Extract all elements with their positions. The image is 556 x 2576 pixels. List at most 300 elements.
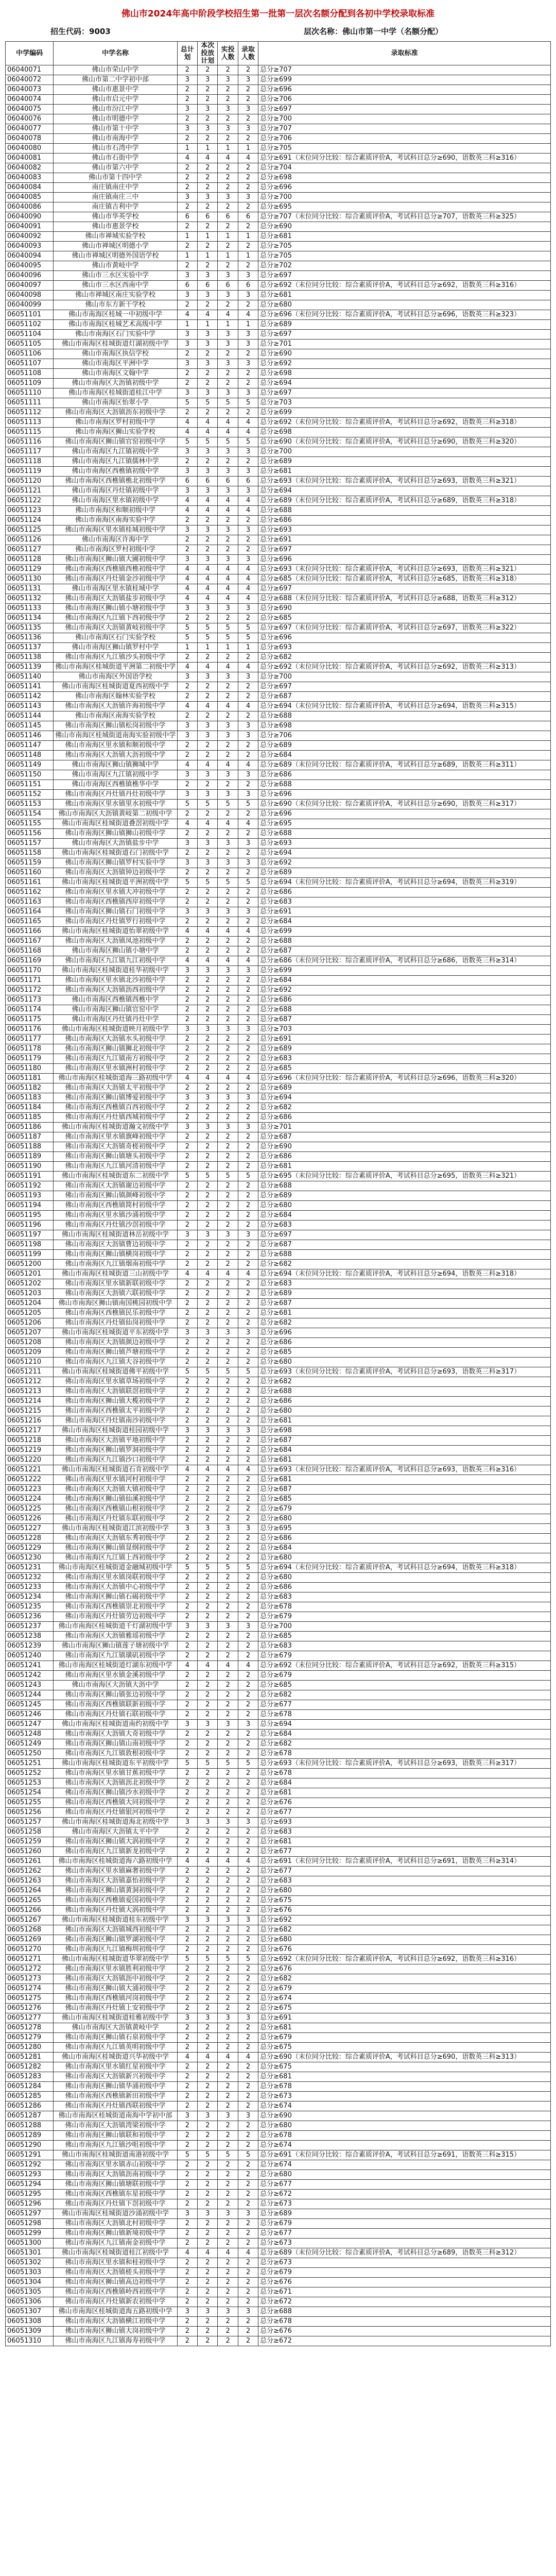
- table-row: [6, 2209, 551, 2219]
- cell-admit: 3: [238, 2209, 258, 2219]
- cell-total: 3: [177, 555, 197, 565]
- cell-admit: 2: [238, 1964, 258, 1974]
- cell-code: 06051277: [6, 2013, 54, 2023]
- cell-actual: 2: [218, 1152, 238, 1162]
- cell-code: 06040099: [6, 300, 54, 310]
- cell-total: 3: [177, 1916, 197, 1925]
- cell-total: 2: [177, 751, 197, 760]
- table-row: [6, 1025, 551, 1035]
- cell-name: 佛山市南海区九江镇河清初级中学: [54, 1162, 177, 1172]
- cell-actual: 2: [218, 163, 238, 173]
- cell-total: 1: [177, 232, 197, 242]
- cell-standard: 总分≥699: [258, 966, 551, 976]
- table-row: [6, 1387, 551, 1397]
- cell-local: 2: [198, 1221, 218, 1230]
- cell-total: 2: [177, 2170, 197, 2180]
- cell-name: 佛山市南海区桂城街道平洲第二初级中学: [54, 663, 177, 672]
- cell-standard: 总分≥680: [258, 1935, 551, 1945]
- cell-code: 06040075: [6, 105, 54, 114]
- cell-admit: 3: [238, 1093, 258, 1103]
- cell-total: 6: [177, 212, 197, 222]
- cell-total: 2: [177, 1984, 197, 1994]
- cell-local: 2: [198, 682, 218, 692]
- cell-standard: 总分≥702: [258, 261, 551, 271]
- cell-admit: 2: [238, 1152, 258, 1162]
- cell-code: 06051152: [6, 790, 54, 800]
- cell-local: 2: [198, 1964, 218, 1974]
- cell-code: 06051143: [6, 702, 54, 711]
- cell-total: 3: [177, 124, 197, 134]
- cell-name: 佛山市南海区桂城街道桂华初级中学: [54, 966, 177, 976]
- table-row: [6, 868, 551, 878]
- cell-total: 2: [177, 809, 197, 819]
- cell-actual: 3: [218, 388, 238, 398]
- cell-name: 佛山市南海区丹灶镇劳边初级中学: [54, 1612, 177, 1622]
- cell-code: 06051283: [6, 2072, 54, 2082]
- cell-total: 2: [177, 1612, 197, 1622]
- cell-total: 1: [177, 251, 197, 261]
- cell-actual: 2: [218, 2121, 238, 2131]
- cell-total: 2: [177, 1181, 197, 1191]
- cell-total: 2: [177, 1749, 197, 1759]
- cell-code: 06051244: [6, 1690, 54, 1700]
- table-row: [6, 1064, 551, 1074]
- cell-actual: 1: [218, 251, 238, 261]
- cell-admit: 3: [238, 124, 258, 134]
- table-row: [6, 1847, 551, 1857]
- cell-standard: 总分≥680: [258, 300, 551, 310]
- table-row: [6, 1837, 551, 1847]
- table-row: [6, 349, 551, 359]
- cell-actual: 4: [218, 927, 238, 937]
- school-name-value: 佛山市第一中学（名额分配）: [342, 27, 443, 36]
- cell-local: 2: [198, 986, 218, 995]
- cell-name: 佛山市南海区桂城街道佛平初级中学: [54, 1367, 177, 1377]
- cell-total: 2: [177, 242, 197, 251]
- cell-local: 2: [198, 2023, 218, 2033]
- cell-actual: 2: [218, 1064, 238, 1074]
- cell-code: 06051274: [6, 1984, 54, 1994]
- cell-actual: 2: [218, 1867, 238, 1876]
- cell-total: 2: [177, 1132, 197, 1142]
- cell-local: 3: [198, 291, 218, 300]
- cell-admit: 1: [238, 232, 258, 242]
- table-row: [6, 65, 551, 75]
- cell-actual: 2: [218, 946, 238, 956]
- cell-admit: 2: [238, 1749, 258, 1759]
- cell-local: 3: [198, 604, 218, 614]
- cell-total: 3: [177, 526, 197, 535]
- table-row: [6, 1123, 551, 1132]
- cell-name: 佛山市南海区狮山镇高边初级中学: [54, 2278, 177, 2287]
- table-row: [6, 1230, 551, 1240]
- table-row: [6, 398, 551, 408]
- cell-name: 佛山市南海区大沥镇嘉怡初级中学: [54, 1876, 177, 1886]
- cell-code: 06040098: [6, 291, 54, 300]
- cell-standard: 总分≥682: [258, 653, 551, 663]
- cell-actual: 2: [218, 1103, 238, 1113]
- cell-code: 06051141: [6, 682, 54, 692]
- cell-actual: 2: [218, 1925, 238, 1935]
- cell-total: 2: [177, 379, 197, 388]
- cell-standard: 总分≥698: [258, 173, 551, 183]
- cell-code: 06051153: [6, 800, 54, 809]
- cell-standard: 总分≥697: [258, 1230, 551, 1240]
- cell-code: 06051241: [6, 1661, 54, 1671]
- cell-admit: 3: [238, 2013, 258, 2023]
- cell-actual: 3: [218, 1426, 238, 1436]
- cell-local: 2: [198, 1534, 218, 1544]
- cell-name: 佛山市南海区狮山镇狮山初级中学: [54, 829, 177, 839]
- cell-admit: 4: [238, 154, 258, 163]
- cell-total: 2: [177, 1103, 197, 1113]
- cell-actual: 2: [218, 1201, 238, 1211]
- cell-total: 5: [177, 878, 197, 888]
- cell-local: 3: [198, 966, 218, 976]
- cell-local: 2: [198, 2141, 218, 2150]
- cell-code: 06040091: [6, 222, 54, 232]
- cell-local: 2: [198, 1044, 218, 1054]
- cell-code: 06051162: [6, 888, 54, 897]
- cell-standard: 总分≥698: [258, 428, 551, 437]
- table-row: [6, 1455, 551, 1465]
- cell-local: 5: [198, 1759, 218, 1769]
- cell-actual: 2: [218, 1211, 238, 1221]
- cell-name: 佛山市南海区桂城街道海六路初级中学: [54, 1857, 177, 1867]
- cell-code: 06051255: [6, 1798, 54, 1808]
- cell-admit: 2: [238, 682, 258, 692]
- cell-local: 2: [198, 1191, 218, 1201]
- cell-total: 2: [177, 1113, 197, 1123]
- table-row: [6, 2053, 551, 2062]
- table-row: [6, 1406, 551, 1416]
- cell-local: 4: [198, 1269, 218, 1279]
- cell-total: 2: [177, 2102, 197, 2111]
- cell-actual: 3: [218, 271, 238, 281]
- cell-admit: 2: [238, 2268, 258, 2278]
- cell-total: 1: [177, 144, 197, 154]
- cell-total: 2: [177, 976, 197, 986]
- table-row: [6, 574, 551, 584]
- table-row: [6, 2258, 551, 2268]
- cell-actual: 3: [218, 790, 238, 800]
- cell-local: 3: [198, 555, 218, 565]
- cell-standard: 总分≥691: [258, 907, 551, 917]
- cell-total: 2: [177, 1632, 197, 1641]
- cell-local: 2: [198, 379, 218, 388]
- cell-actual: 2: [218, 2297, 238, 2307]
- table-row: [6, 995, 551, 1005]
- cell-admit: 2: [238, 1201, 258, 1211]
- cell-code: 06051148: [6, 751, 54, 760]
- table-row: [6, 369, 551, 379]
- cell-total: 6: [177, 477, 197, 486]
- cell-name: 佛山市南海区九江镇上西初级中学: [54, 1553, 177, 1563]
- table-row: [6, 232, 551, 242]
- table-row: [6, 1759, 551, 1769]
- cell-total: 4: [177, 310, 197, 320]
- cell-name: 佛山市南海区九江镇英明初级中学: [54, 2043, 177, 2053]
- cell-admit: 3: [238, 1916, 258, 1925]
- cell-local: 5: [198, 1955, 218, 1964]
- cell-code: 06051245: [6, 1700, 54, 1710]
- cell-total: 2: [177, 163, 197, 173]
- cell-actual: 2: [218, 2190, 238, 2199]
- cell-standard: 总分≥690（末位同分比较：综合素质评价A，考试科目总分≥690，语数英三科≥313）: [258, 2053, 551, 2062]
- cell-admit: 2: [238, 1318, 258, 1328]
- cell-local: 2: [198, 1837, 218, 1847]
- cell-name: 佛山市南海区狮山镇新境初级中学: [54, 2229, 177, 2239]
- cell-local: 2: [198, 2268, 218, 2278]
- cell-name: 佛山市三水区实验中学: [54, 271, 177, 281]
- table-row: [6, 1827, 551, 1837]
- cell-actual: 5: [218, 1367, 238, 1377]
- cell-actual: 2: [218, 1592, 238, 1602]
- cell-code: 06040072: [6, 75, 54, 85]
- cell-code: 06051237: [6, 1622, 54, 1632]
- cell-local: 2: [198, 1553, 218, 1563]
- cell-local: 2: [198, 2258, 218, 2268]
- cell-code: 06051133: [6, 604, 54, 614]
- cell-total: 4: [177, 496, 197, 506]
- cell-actual: 2: [218, 1739, 238, 1749]
- cell-name: 佛山市南海区狮山镇沙水初级中学: [54, 1788, 177, 1798]
- cell-code: 06051160: [6, 868, 54, 878]
- cell-admit: 5: [238, 1563, 258, 1573]
- cell-standard: 总分≥682: [258, 1377, 551, 1387]
- cell-local: 2: [198, 1906, 218, 1916]
- cell-name: 佛山市南海区石门实验中学: [54, 330, 177, 340]
- cell-standard: 总分≥681: [258, 232, 551, 242]
- cell-actual: 2: [218, 95, 238, 105]
- cell-local: 2: [198, 222, 218, 232]
- cell-admit: 2: [238, 1446, 258, 1455]
- cell-name: 佛山市南海区桂城街道三山初级中学: [54, 1269, 177, 1279]
- table-row: [6, 1485, 551, 1495]
- cell-name: 佛山市南海区桂城艺术高级中学: [54, 320, 177, 330]
- cell-actual: 2: [218, 173, 238, 183]
- cell-local: 4: [198, 496, 218, 506]
- cell-standard: 总分≥683: [258, 1221, 551, 1230]
- cell-total: 2: [177, 1935, 197, 1945]
- cell-admit: 2: [238, 1651, 258, 1661]
- table-row: [6, 1005, 551, 1015]
- cell-code: 06051140: [6, 672, 54, 682]
- cell-code: 06051234: [6, 1592, 54, 1602]
- cell-code: 06051252: [6, 1769, 54, 1778]
- table-row: [6, 721, 551, 731]
- cell-code: 06040086: [6, 202, 54, 212]
- cell-name: 南庄镇吉利中学: [54, 202, 177, 212]
- cell-total: 2: [177, 1886, 197, 1896]
- cell-local: 2: [198, 653, 218, 663]
- cell-standard: 总分≥705: [258, 144, 551, 154]
- cell-admit: 2: [238, 1103, 258, 1113]
- cell-admit: 2: [238, 1142, 258, 1152]
- cell-admit: 2: [238, 163, 258, 173]
- cell-local: 2: [198, 1103, 218, 1113]
- cell-actual: 2: [218, 1504, 238, 1514]
- cell-actual: 6: [218, 212, 238, 222]
- cell-name: 佛山市南海区里水镇金溪初级中学: [54, 1671, 177, 1681]
- cell-local: 3: [198, 721, 218, 731]
- cell-local: 2: [198, 535, 218, 545]
- table-row: [6, 1534, 551, 1544]
- table-row: [6, 2307, 551, 2317]
- cell-actual: 4: [218, 565, 238, 574]
- cell-local: 2: [198, 1348, 218, 1358]
- cell-code: 06051119: [6, 467, 54, 477]
- cell-name: 佛山市南海区狮山实验学校: [54, 428, 177, 437]
- cell-admit: 2: [238, 1475, 258, 1485]
- cell-actual: 2: [218, 1377, 238, 1387]
- cell-code: 06051200: [6, 1260, 54, 1269]
- cell-actual: 4: [218, 418, 238, 428]
- cell-admit: 2: [238, 1769, 258, 1778]
- cell-standard: 总分≥675: [258, 2043, 551, 2053]
- cell-name: 佛山市南海区西樵镇河岗初级中学: [54, 1994, 177, 2004]
- cell-total: 3: [177, 486, 197, 496]
- cell-name: 佛山市南海区大沥镇城西初级中学: [54, 1925, 177, 1935]
- cell-standard: 总分≥679: [258, 2219, 551, 2229]
- cell-standard: 总分≥681: [258, 1455, 551, 1465]
- cell-local: 2: [198, 937, 218, 946]
- cell-name: 佛山市三水区西南中学: [54, 281, 177, 291]
- cell-standard: 总分≥687: [258, 1132, 551, 1142]
- cell-admit: 2: [238, 1808, 258, 1818]
- cell-local: 1: [198, 643, 218, 653]
- cell-name: 佛山市南海区里水镇麻奢初级中学: [54, 1867, 177, 1876]
- cell-local: 2: [198, 2297, 218, 2307]
- cell-name: 佛山市南海区西樵镇初级中学: [54, 467, 177, 477]
- cell-name: 佛山市南海区大沥镇平地初级中学: [54, 1436, 177, 1446]
- cell-local: 2: [198, 2180, 218, 2190]
- cell-admit: 2: [238, 1925, 258, 1935]
- cell-code: 06051281: [6, 2053, 54, 2062]
- cell-total: 1: [177, 320, 197, 330]
- cell-standard: 总分≥689: [258, 741, 551, 751]
- cell-name: 佛山市惠景中学: [54, 85, 177, 95]
- cell-code: 06051269: [6, 1935, 54, 1945]
- cell-local: 3: [198, 330, 218, 340]
- cell-local: 2: [198, 2131, 218, 2141]
- table-row: [6, 1818, 551, 1827]
- cell-code: 06051176: [6, 1025, 54, 1035]
- cell-admit: 3: [238, 359, 258, 369]
- cell-name: 佛山市南海区九江镇沙头初级中学: [54, 653, 177, 663]
- cell-actual: 2: [218, 2092, 238, 2102]
- cell-name: 南庄镇南庄三中: [54, 193, 177, 202]
- table-row: [6, 359, 551, 369]
- table-row: [6, 1074, 551, 1083]
- cell-actual: 3: [218, 291, 238, 300]
- cell-total: 5: [177, 437, 197, 447]
- cell-name: 佛山市南海区大沥镇初级中学: [54, 379, 177, 388]
- cell-admit: 2: [238, 1485, 258, 1495]
- table-row: [6, 1044, 551, 1054]
- cell-standard: 总分≥677: [258, 1808, 551, 1818]
- cell-admit: 2: [238, 202, 258, 212]
- cell-name: 佛山市南海区大沥镇谢边初级中学: [54, 1181, 177, 1191]
- cell-code: 06051101: [6, 310, 54, 320]
- table-row: [6, 623, 551, 633]
- cell-actual: 2: [218, 711, 238, 721]
- table-row: [6, 1808, 551, 1818]
- cell-name: 佛山市南海区里水镇旗峰初级中学: [54, 1132, 177, 1142]
- cell-actual: 2: [218, 1906, 238, 1916]
- cell-actual: 1: [218, 643, 238, 653]
- cell-standard: 总分≥687: [258, 1299, 551, 1309]
- cell-admit: 3: [238, 604, 258, 614]
- cell-standard: 总分≥697（末位同分比较：综合素质评价A，考试科目总分≥697，语数英三科≥322）: [258, 623, 551, 633]
- cell-standard: 总分≥696（末位同分比较：综合素质评价A，考试科目总分≥696，语数英三科≥320）: [258, 1074, 551, 1083]
- cell-admit: 2: [238, 1602, 258, 1612]
- cell-local: 3: [198, 75, 218, 85]
- cell-actual: 3: [218, 193, 238, 202]
- cell-total: 2: [177, 183, 197, 193]
- cell-actual: 2: [218, 2131, 238, 2141]
- cell-name: 佛山市石湾中学: [54, 144, 177, 154]
- cell-name: 佛山市南海区狮山镇石碣初级中学: [54, 1592, 177, 1602]
- table-header-row: [6, 42, 551, 65]
- cell-actual: 2: [218, 379, 238, 388]
- cell-standard: 总分≥686（末位同分比较：综合素质评价A，考试科目总分≥686，语数英三科≥314）: [258, 956, 551, 966]
- cell-code: 06051247: [6, 1720, 54, 1730]
- cell-standard: 总分≥680: [258, 2170, 551, 2180]
- cell-local: 3: [198, 359, 218, 369]
- table-row: [6, 1514, 551, 1524]
- cell-total: 2: [177, 1671, 197, 1681]
- cell-local: 2: [198, 1651, 218, 1661]
- cell-actual: 4: [218, 154, 238, 163]
- cell-total: 2: [177, 2258, 197, 2268]
- cell-local: 4: [198, 702, 218, 711]
- cell-standard: 总分≥688: [258, 711, 551, 721]
- cell-name: 佛山市南海区丹灶镇东联初级中学: [54, 1514, 177, 1524]
- cell-actual: 2: [218, 1700, 238, 1710]
- cell-code: 06051290: [6, 2141, 54, 2150]
- cell-actual: 2: [218, 897, 238, 907]
- table-row: [6, 300, 551, 310]
- table-row: [6, 2092, 551, 2102]
- cell-admit: 2: [238, 1387, 258, 1397]
- cell-name: 佛山市南海区里水镇大冲初级中学: [54, 888, 177, 897]
- cell-name: 佛山市南海区桂城街道江滨初级中学: [54, 1524, 177, 1534]
- cell-standard: 总分≥678: [258, 2317, 551, 2327]
- cell-standard: 总分≥679: [258, 1612, 551, 1622]
- cell-name: 佛山市南海区桂城街道海三路初级中学: [54, 1074, 177, 1083]
- cell-standard: 总分≥681: [258, 1837, 551, 1847]
- cell-standard: 总分≥685（末位同分比较：综合素质评价A，考试科目总分≥685，语数英三科≥318）: [258, 574, 551, 584]
- cell-admit: 4: [238, 819, 258, 829]
- cell-actual: 2: [218, 1446, 238, 1455]
- cell-actual: 2: [218, 1544, 238, 1553]
- cell-actual: 4: [218, 819, 238, 829]
- cell-total: 3: [177, 1025, 197, 1035]
- table-row: [6, 751, 551, 760]
- cell-admit: 3: [238, 330, 258, 340]
- cell-standard: 总分≥676: [258, 1945, 551, 1955]
- cell-name: 佛山市南海区西樵镇百西初级中学: [54, 1103, 177, 1113]
- table-row: [6, 1945, 551, 1955]
- cell-total: 2: [177, 897, 197, 907]
- cell-local: 2: [198, 868, 218, 878]
- cell-standard: 总分≥688: [258, 780, 551, 790]
- cell-name: 佛山市南海区桂城街道海五路初级中学: [54, 2307, 177, 2317]
- cell-local: 2: [198, 1455, 218, 1465]
- table-row: [6, 2297, 551, 2307]
- cell-actual: 3: [218, 467, 238, 477]
